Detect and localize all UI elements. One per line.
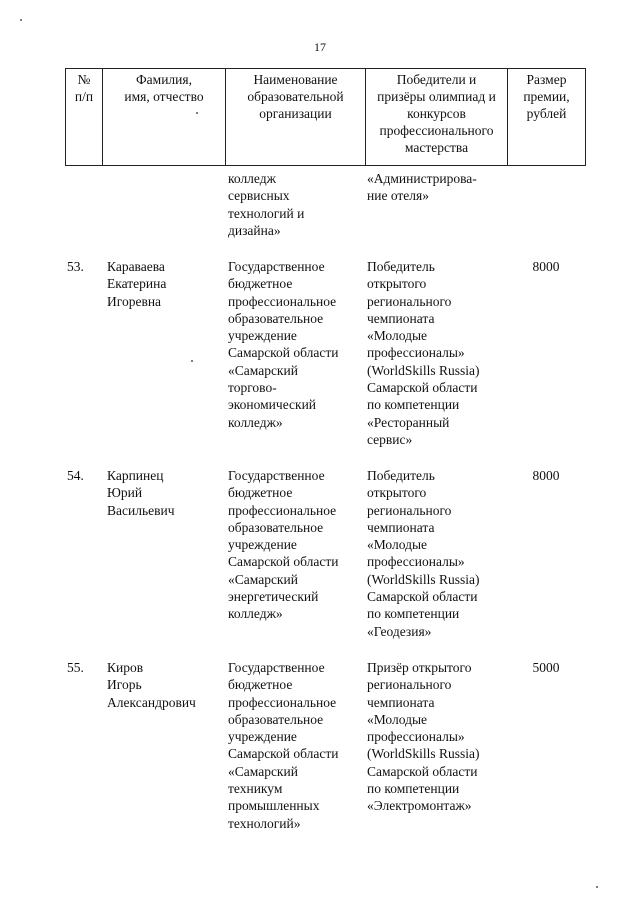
row-achievement: Победитель открытого регионального чемпионата «Молодые профессионалы» (WorldSkills Russia) Самарской области по компетенции «Геодезия» [367,468,480,639]
header-number: № п/п [66,69,103,166]
header-prize: Размер премии, рублей [508,69,586,166]
continuation-organization: колледж сервисных технологий и дизайна» [228,171,305,238]
header-organization: Наименование образовательной организации [226,69,366,166]
scan-speck [196,112,198,114]
row-organization: Государственное бюджетное профессиональное образовательное учреждение Самарской области «Самарский энергетический колледж» [228,468,339,622]
row-name: Караваева Екатерина Игоревна [107,259,167,309]
row-number: 55. [67,660,84,675]
row-achievement: Призёр открытого регионального чемпионата «Молодые профессионалы» (WorldSkills Russia) Самарской области по компетенции «Электромонтаж» [367,660,480,814]
row-number: 54. [67,468,84,483]
scan-speck [20,19,22,21]
row-prize: 8000 [532,468,560,483]
header-achievement: Победители и призёры олимпиад и конкурсов профессионального мастерства [366,69,508,166]
row-organization: Государственное бюджетное профессиональное образовательное учреждение Самарской области «Самарский торгово- экономический колледж» [228,259,339,430]
row-prize: 8000 [532,259,560,274]
row-name: Киров Игорь Александрович [107,660,196,710]
page-number: 17 [314,40,326,54]
row-number: 53. [67,259,84,274]
continuation-achievement: «Администрирова- ние отеля» [367,171,477,204]
scan-speck [191,360,193,362]
scan-speck [596,886,598,888]
row-organization: Государственное бюджетное профессиональное образовательное учреждение Самарской области «Самарский техникум промышленных технологий» [228,660,339,831]
row-name: Карпинец Юрий Васильевич [107,468,175,518]
row-prize: 5000 [532,660,560,675]
table-header [65,68,586,166]
header-name: Фамилия, имя, отчество [103,69,226,166]
row-achievement: Победитель открытого регионального чемпионата «Молодые профессионалы» (WorldSkills Russia) Самарской области по компетенции «Ресторанный сервис» [367,259,480,447]
